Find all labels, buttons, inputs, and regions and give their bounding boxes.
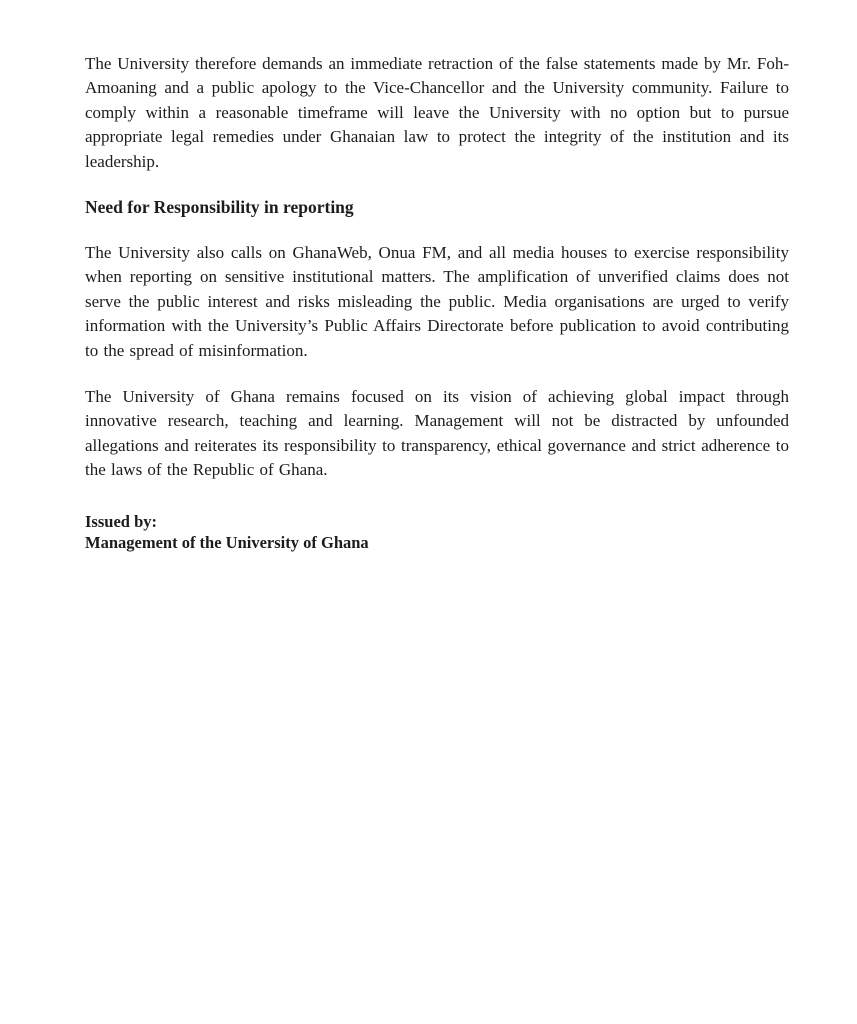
issued-by-label: Issued by:: [85, 511, 157, 531]
document-content: [85, 52, 789, 553]
paragraph-media-responsibility: The University also calls on GhanaWeb, Onua FM, and all media houses to exercise responsibility when reporting on sensitive institutional matters. The amplification of unverified claims does not serve the public interest and risks misleading the public. Media organisations are urged to verify information with the University’s Public Affairs Directorate before publication to avoid contributing to the spread of misinformation.: [85, 243, 789, 360]
paragraph-university-vision: The University of Ghana remains focused on its vision of achieving global impact through innovative research, teaching and learning. Management will not be distracted by unfounded allegations and reiterates its responsibility to transparency, ethical governance and strict adherence to the laws of the Republic of Ghana.: [85, 387, 789, 480]
section-heading-responsibility: Need for Responsibility in reporting: [85, 197, 354, 218]
signoff-block: [85, 511, 789, 553]
issued-by-name: Management of the University of Ghana: [85, 532, 369, 552]
paragraph-retraction-demand: The University therefore demands an immediate retraction of the false statements made by Mr. Foh-Amoaning and a public apology to the Vice-Chancellor and the University community. Failure to comply within a reasonable timeframe will leave the University with no option but to pursue appropriate legal remedies under Ghanaian law to protect the integrity of the institution and its leadership.: [85, 54, 789, 171]
